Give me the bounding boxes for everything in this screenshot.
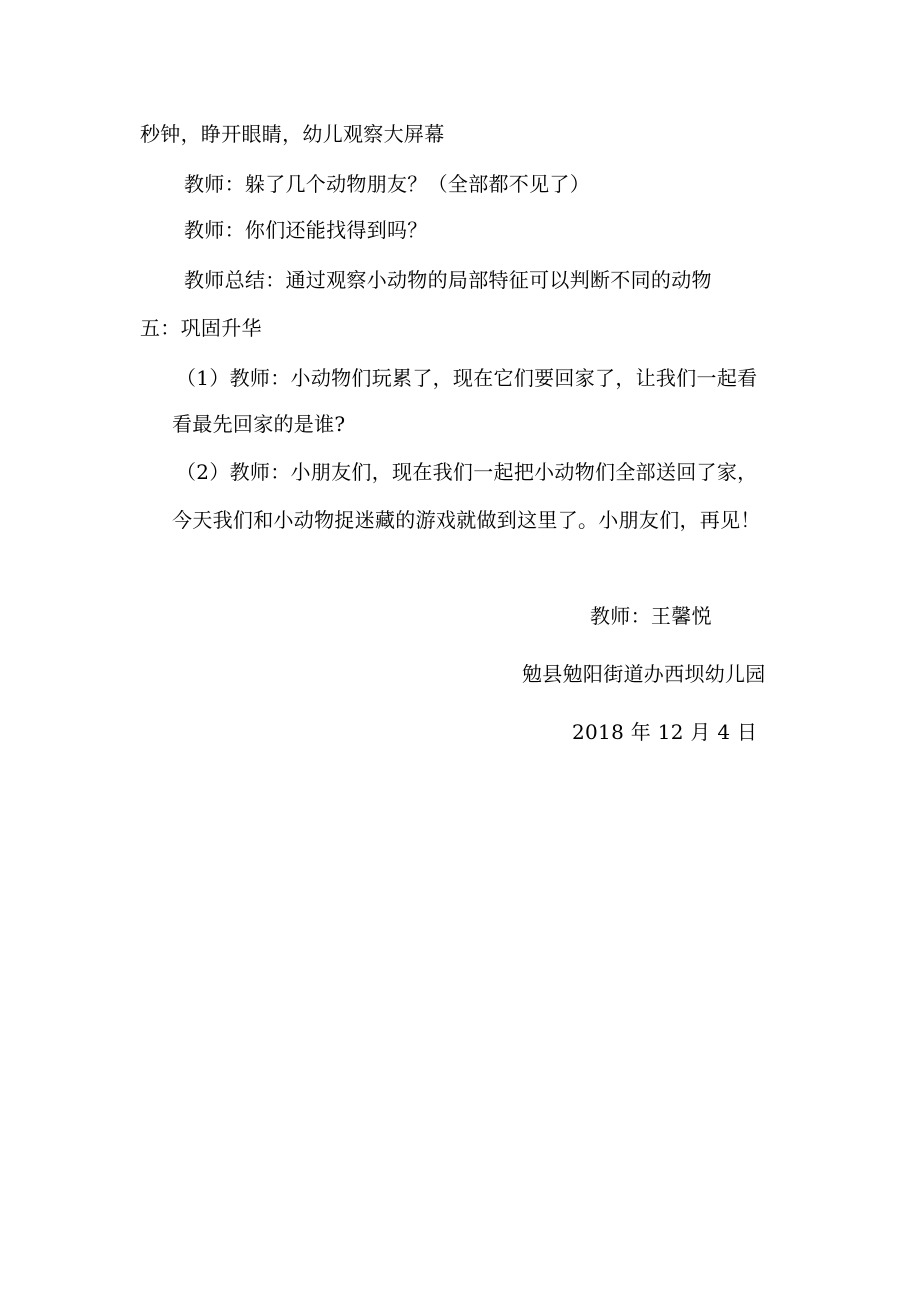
paragraph-line: 看最先回家的是谁? [172,412,346,436]
section-heading: 五：巩固升华 [140,316,262,340]
paragraph-line: （1）教师：小动物们玩累了，现在它们要回家了，让我们一起看 [176,366,758,390]
paragraph-line: （2）教师：小朋友们，现在我们一起把小动物们全部送回了家， [176,460,758,484]
signature-date: 2018 年 12 月 4 日 [572,720,758,744]
paragraph-line: 今天我们和小动物捉迷藏的游戏就做到这里了。小朋友们，再见！ [172,508,761,532]
teacher-summary-line: 教师总结：通过观察小动物的局部特征可以判断不同的动物 [184,268,712,292]
teacher-question-line: 教师：躲了几个动物朋友？（全部都不见了） [184,172,590,196]
signature-teacher: 教师：王馨悦 [590,604,712,628]
teacher-question-line: 教师：你们还能找得到吗？ [184,218,428,242]
signature-school: 勉县勉阳街道办西坝幼儿园 [522,662,766,686]
paragraph-line: 秒钟，睁开眼睛，幼儿观察大屏幕 [140,122,445,146]
